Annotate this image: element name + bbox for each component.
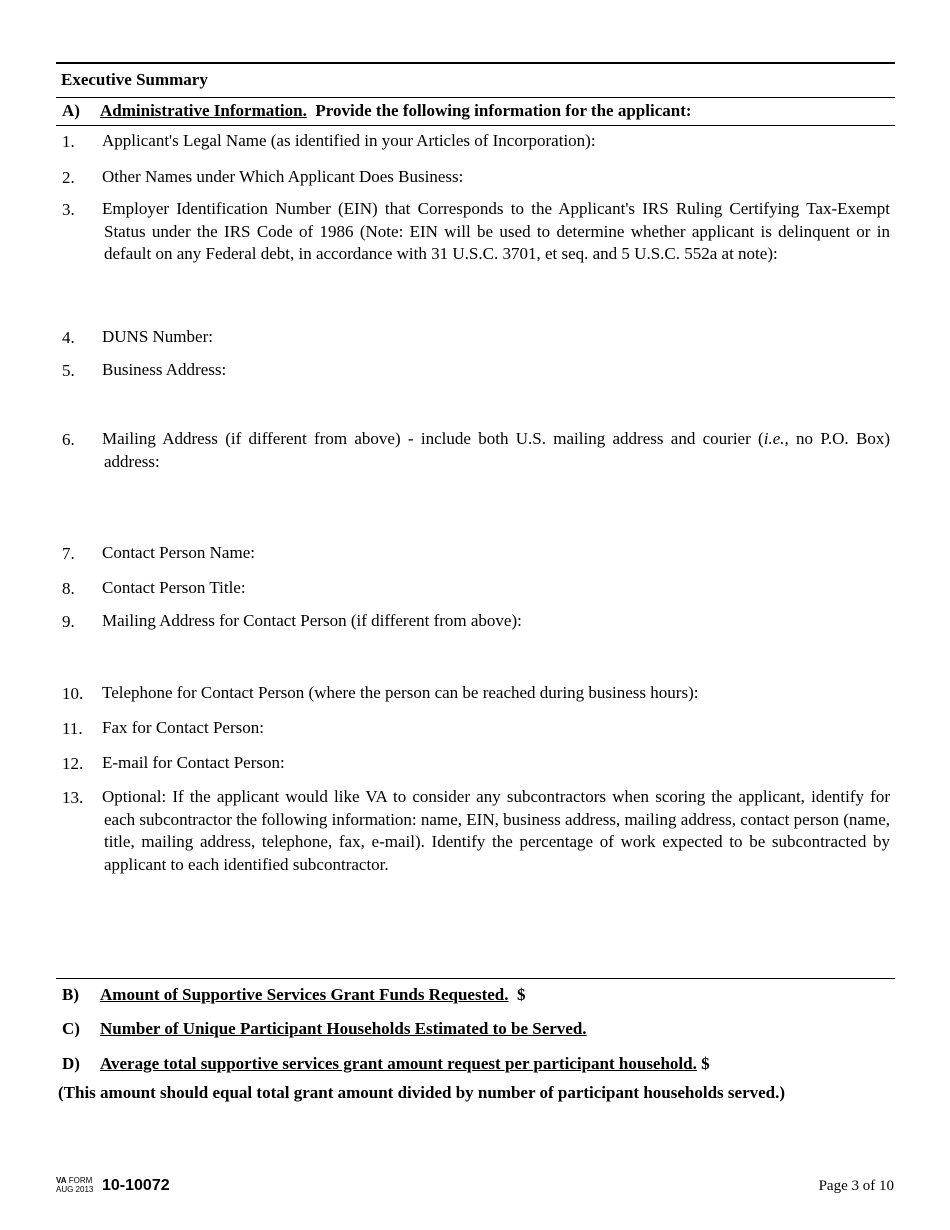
item-contact-telephone: Telephone for Contact Person (where the person can be reached during business hours): [102,683,699,702]
section-b-rule [56,978,895,979]
item-number: 5. [62,361,75,380]
section-a-letter: A) [62,101,80,120]
item-number: 4. [62,328,75,347]
section-d-title: Average total supportive services grant amount request per participant household. [100,1054,697,1073]
item-contact-mailing: Mailing Address for Contact Person (if different from above): [102,611,522,630]
form-number: 10-10072 [102,1177,170,1194]
section-a-instruction: Provide the following information for the applicant: [315,101,692,120]
section-b-dollar: $ [517,985,526,1004]
section-a-rule [56,125,895,126]
section-a-title: Administrative Information. [100,101,307,120]
page-title: Executive Summary [61,70,208,89]
section-c-heading [100,1019,587,1039]
section-b-title: Amount of Supportive Services Grant Funds Requested. [100,985,509,1004]
amount-note: (This amount should equal total grant amount divided by number of participant households served.) [58,1083,786,1102]
section-c-title: Number of Unique Participant Households Estimated to be Served. [100,1019,587,1038]
item-contact-email: E-mail for Contact Person: [102,753,285,772]
item-number: 8. [62,579,75,598]
top-rule [56,62,895,64]
item-number: 6. [62,430,75,449]
item-duns: DUNS Number: [102,327,213,346]
item-mailing-post: no P.O. Box) address: [104,429,890,471]
section-d-dollar: $ [701,1054,710,1073]
item-mailing-em: i.e., [763,429,789,448]
item-number: 9. [62,612,75,631]
item-contact-title: Contact Person Title: [102,578,246,597]
item-number: 13. [62,788,84,807]
item-legal-name: Applicant's Legal Name (as identified in your Articles of Incorporation): [102,131,596,150]
item-mailing-pre: Mailing Address (if different from above) - include both U.S. mailing address and courier ( [102,429,764,448]
item-number: 10. [62,684,84,703]
form-date: AUG 2013 [56,1185,94,1194]
section-b-letter: B) [62,985,79,1004]
item-number: 7. [62,544,75,563]
title-rule [56,97,895,98]
form-label: FORM [68,1176,93,1185]
item-number: 3. [62,200,75,219]
item-number: 2. [62,168,75,187]
section-a-heading [100,101,692,121]
page-number: Page 3 of 10 [818,1178,894,1194]
section-d-heading [100,1054,710,1074]
item-contact-name: Contact Person Name: [102,543,255,562]
item-business-address: Business Address: [102,360,227,379]
item-mailing-address [104,428,890,473]
item-number: 1. [62,132,75,151]
item-number: 12. [62,754,84,773]
item-ein: Employer Identification Number (EIN) that Corresponds to the Applicant's IRS Ruling Certifying Tax-Exempt Status under the IRS Code of 1986 (Note: EIN will be used to determine whether applicant is delinquent or in default on any Federal debt, in accordance with 31 U.S.C. 3701, et seq. and 5 U.S.C. 552a at note): [102,199,890,263]
item-subcontractors: Optional: If the applicant would like VA to consider any subcontractors when scoring the applicant, identify for each subcontractor the following information: name, EIN, business address, mailing address, contact person (name, title, mailing address, telephone, fax, e-mail). Identify the percentage of work expected to be subcontracted by applicant to each identified subcontractor. [102,787,890,874]
va-label: VA [56,1176,67,1185]
section-d-letter: D) [62,1054,80,1073]
va-form-label [56,1176,93,1194]
section-b-heading [100,985,526,1005]
item-contact-fax: Fax for Contact Person: [102,718,264,737]
item-number: 11. [62,719,83,738]
item-other-names: Other Names under Which Applicant Does Business: [102,167,464,186]
section-c-letter: C) [62,1019,80,1038]
